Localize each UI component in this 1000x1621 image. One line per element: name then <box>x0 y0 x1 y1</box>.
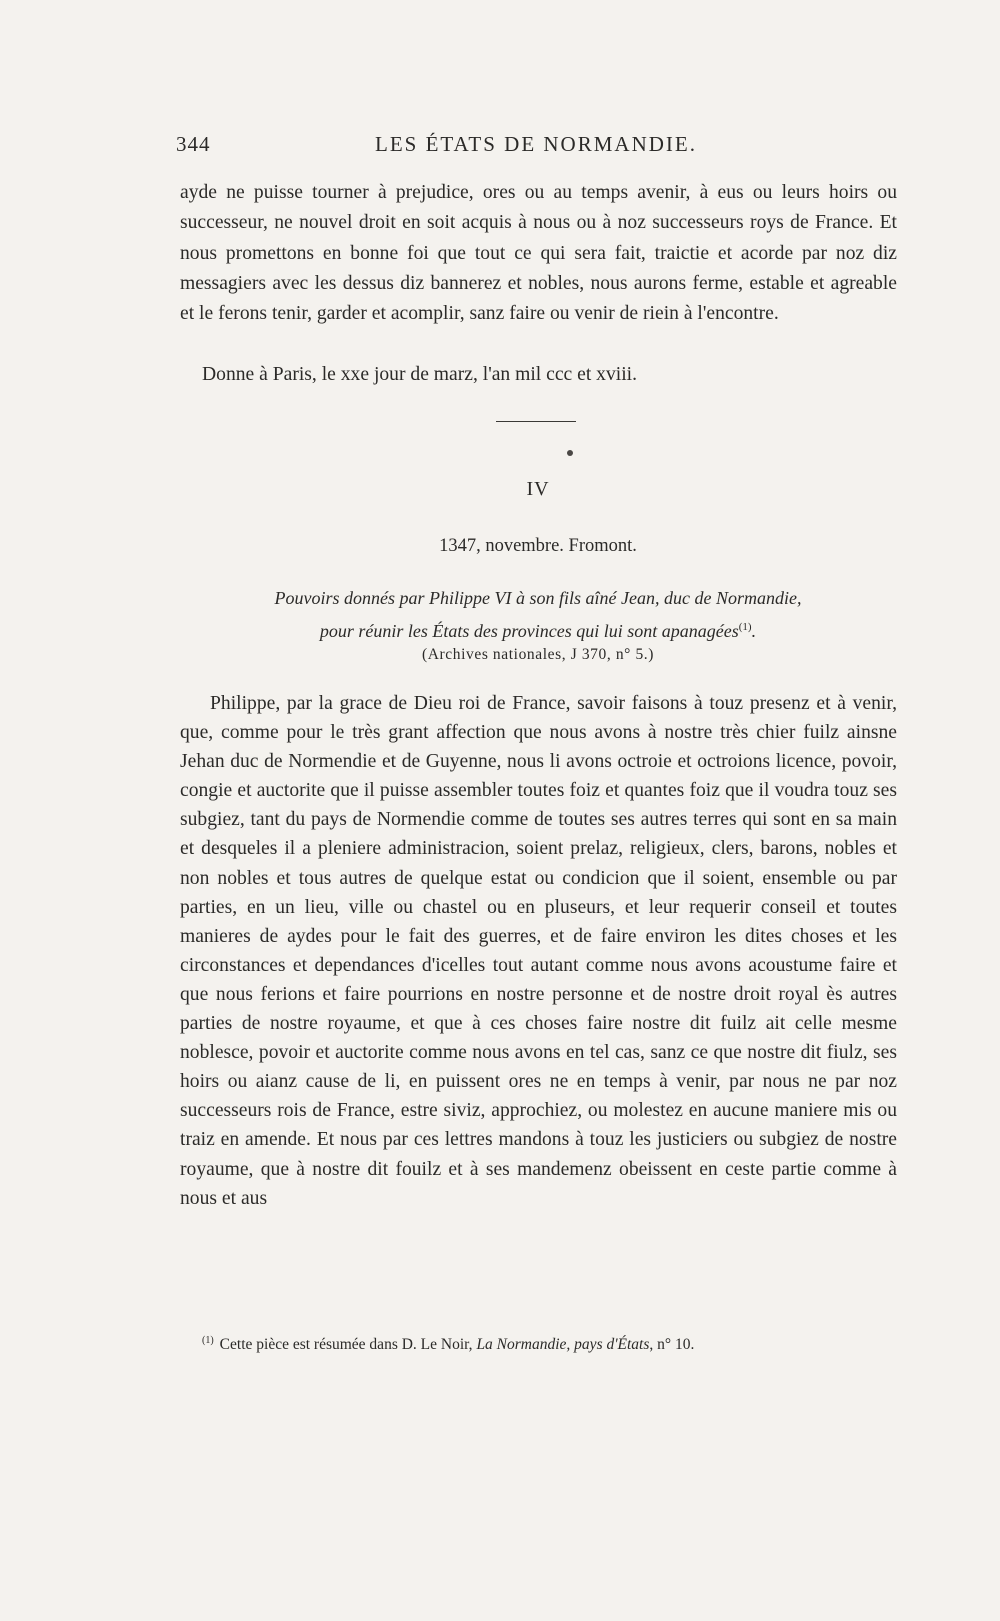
summary-line-2: pour réunir les États des provinces qui lui sont apanagées <box>319 621 739 641</box>
closing-line: Donne à Paris, le xxe jour de marz, l'an mil ccc et xviii. <box>202 364 637 385</box>
footnote-reference: (1) <box>738 621 752 633</box>
continuation-paragraph <box>180 178 897 329</box>
footnote-text: Cette pièce est résumée dans D. Le Noir, <box>219 1336 473 1354</box>
footnote-work-title: La Normandie, pays d'États <box>476 1336 650 1354</box>
running-head <box>176 132 896 162</box>
footnote-mark: (1) <box>202 1335 214 1346</box>
document-text: Philippe, par la grace de Dieu roi de France, savoir faisons à touz presenz et à venir, que, comme pour le très grant affection que nous avons à nostre très chier fuilz ainsne Jehan duc de Normendie et de Guyenne, nous li avons octroie et octroions licence, povoir, congie et auctorite que il puisse assembler toutes foiz et quantes foiz que il voudra touz ses subgiez, tant du pays de Normendie comme de toutes ses autres terres qui sont en sa main et desqueles il a pleniere administracion, soient prelaz, religieux, clers, barons, nobles et non nobles et tous autres de quelque estat ou condicion que il soient, ensemble ou par parties, en un lieu, ville ou chastel ou en pluseurs, et leur requerir conseil et toutes manieres de aydes pour le fait des guerres, et de faire environ les dites choses et les circonstances et dependances d'icelles tout autant comme nous avons acoustume faire et que nous ferions et faire pourrions en nostre personne et de nostre droit royal ès autres parties de nostre royaume, et que à ces choses faire nostre dit fuilz ait celle mesme noblesce, povoir et auctorite comme nous avons en tel cas, sanz ce que nostre dit fiulz, ses hoirs ou aianz cause de li, en puissent ores ne en temps à venir, par nous ne par noz successeurs rois de France, estre siviz, approchiez, ou molestez en aucune maniere mis ou traiz en amende. Et nous par ces lettres mandons à touz les justiciers ou subgiez de nostre royaume, que à nostre dit fouilz et à ses mandemenz obeissent en ceste partie comme à nous et aus <box>180 693 897 1209</box>
document-summary <box>0 584 1000 646</box>
page-number: 344 <box>176 132 211 156</box>
section-number: IV <box>526 478 550 500</box>
summary-line-1: Pouvoirs donnés par Philippe VI à son fils aîné Jean, duc de Normandie, <box>274 588 802 608</box>
footnote-text-end: , n° 10. <box>649 1336 695 1354</box>
section-divider <box>496 421 576 422</box>
document-date: 1347, novembre. Fromont. <box>439 536 637 556</box>
running-title: LES ÉTATS DE NORMANDIE. <box>375 132 697 156</box>
summary-line-2-wrap <box>0 613 1000 646</box>
ink-dot <box>567 450 573 456</box>
archive-source: (Archives nationales, J 370, n° 5.) <box>421 646 655 663</box>
summary-end: . <box>751 621 757 641</box>
footnote <box>202 1330 902 1356</box>
continuation-text: ayde ne puisse tourner à prejudice, ores ou au temps avenir, à eus ou leurs hoirs ou successeur, ne nouvel droit en soit acquis à nous ou à noz successeurs roys de France. Et nous promettons en bonne foi que tout ce qui sera fait, traictie et acorde par noz diz messagiers avec les dessus diz bannerez et nobles, nous aurons ferme, estable et agreable et le ferons tenir, garder et acomplir, sanz faire ou venir de riein à l'encontre. <box>180 182 897 325</box>
